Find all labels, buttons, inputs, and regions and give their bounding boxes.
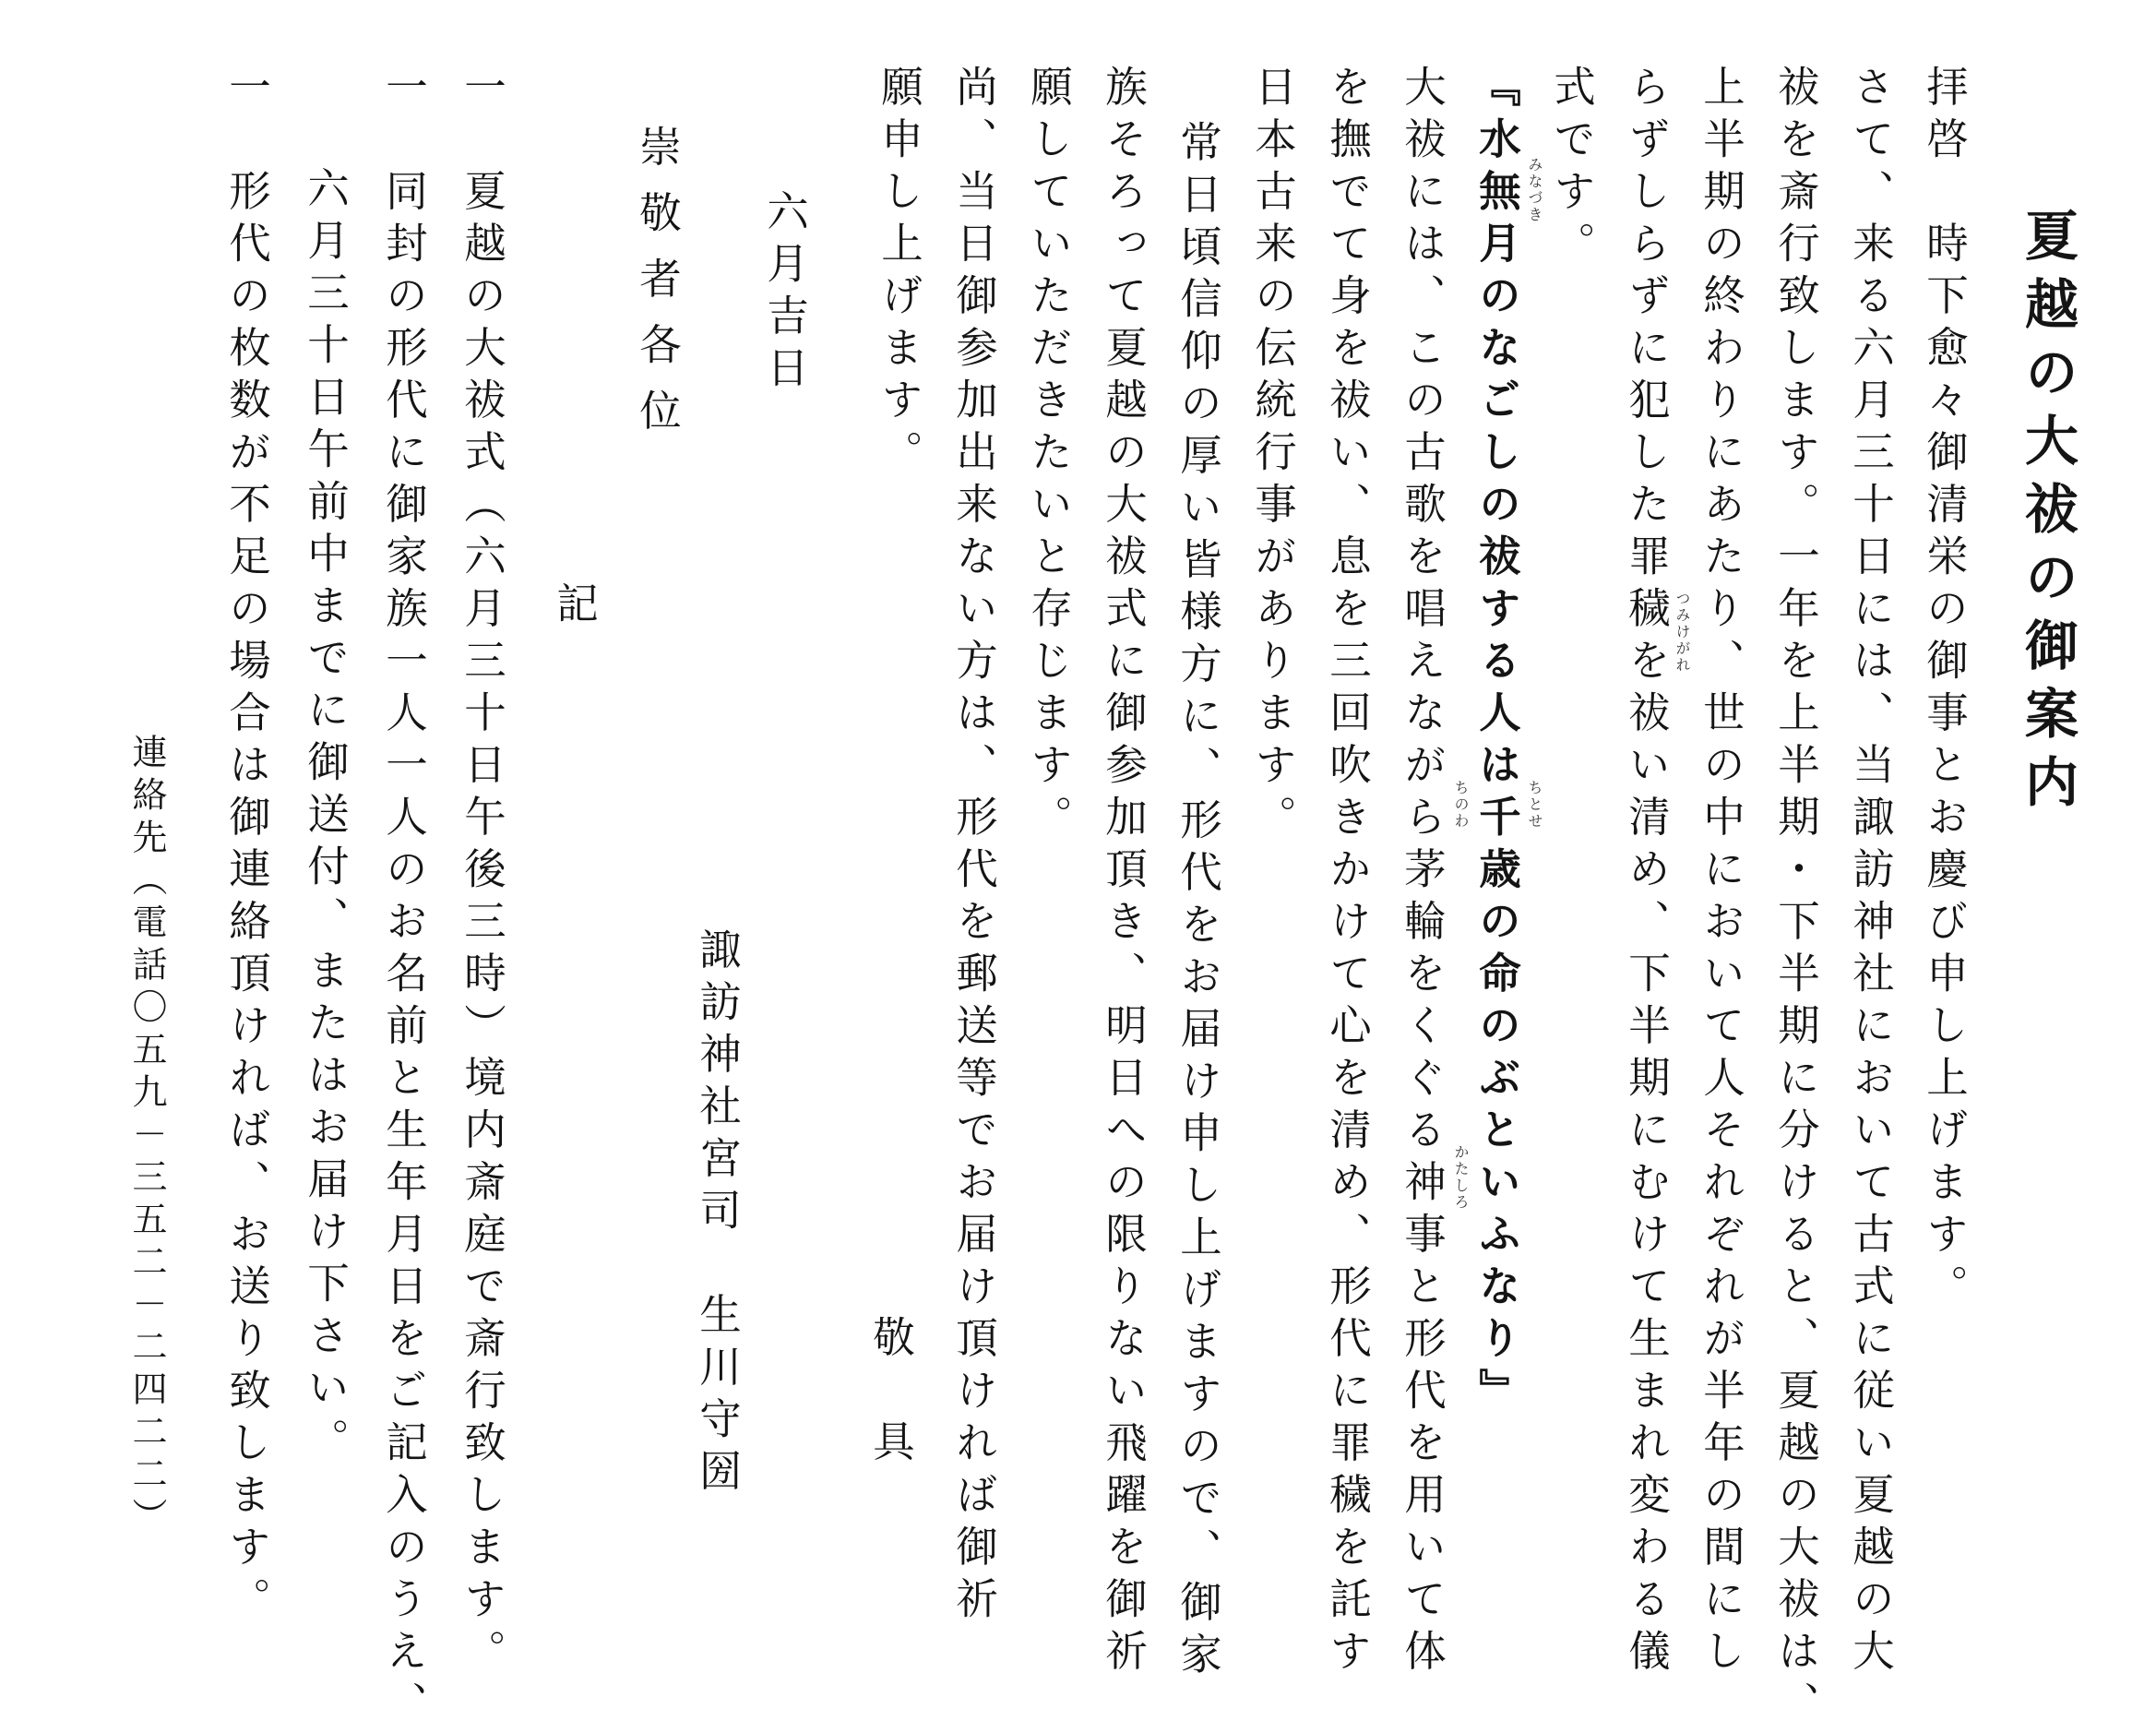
date: 六月吉日 (760, 189, 810, 398)
item-2-continued: 六月三十日午前中までに御送付、またはお届け下さい。 (301, 166, 351, 1470)
body-line-3: 祓を斎行致します。一年を上半期・下半期に分けると、夏越の大祓は、 (1771, 65, 1821, 1733)
addressee: 崇敬者各位 (633, 125, 683, 455)
body-line-13: 願していただきたいと存じます。 (1024, 65, 1074, 847)
body-line-4: 上半期の終わりにあたり、世の中において人それぞれが半年の間にし (1697, 65, 1746, 1681)
ruby-chitose: ちとせ (1526, 780, 1543, 830)
item-3: 一 形代の枚数が不足の場合は御連絡頂ければ、お送り致します。 (222, 65, 272, 1629)
body-line-1: 拝啓 時下愈々御清栄の御事とお慶び申し上げます。 (1920, 65, 1970, 1316)
document-title: 夏越の大祓の御案内 (2016, 208, 2079, 822)
body-line-15: 願申し上げます。 (875, 65, 924, 482)
ruby-minazuki: みなづき (1526, 157, 1543, 223)
body-line-9: を撫でて身を祓い、息を三回吹きかけて心を清め、形代に罪穢を託す (1323, 65, 1373, 1681)
body-line-6: 式です。 (1547, 65, 1597, 273)
ruby-chinowa: ちのわ (1452, 780, 1470, 830)
body-line-5: らずしらずに犯した罪穢を祓い清め、下半期にむけて生まれ変わる儀 (1622, 65, 1672, 1681)
body-line-2: さて、来る六月三十日には、当諏訪神社において古式に従い夏越の大 (1846, 65, 1896, 1681)
closing-keigu: 敬 具 (866, 1315, 916, 1472)
body-line-11: 常日頃信仰の厚い皆様方に、形代をお届け申し上げますので、御家 (1173, 120, 1223, 1684)
waka-poem-line: 『水無月のなごしの祓する人は千歳の命のぶといふなり』 (1472, 65, 1522, 1420)
body-line-8: 大祓には、この古歌を唱えながら茅輪をくぐる神事と形代を用いて体 (1398, 65, 1447, 1681)
body-line-14: 尚、当日御参加出来ない方は、形代を郵送等でお届け頂ければ御祈 (949, 65, 999, 1629)
signature: 諏訪神社宮司 生川守圀 (693, 927, 743, 1501)
ruby-katashiro: かたしろ (1452, 1144, 1470, 1211)
ruby-tsumikegare: つみけがれ (1674, 591, 1691, 674)
body-line-12: 族そろって夏越の大祓式に御参加頂き、明日への限りない飛躍を御祈 (1099, 65, 1149, 1681)
item-2: 一 同封の形代に御家族一人一人のお名前と生年月日をご記入のうえ、 (379, 65, 429, 1733)
item-1: 一 夏越の大祓式（六月三十日午後三時）境内斎庭で斎行致します。 (458, 65, 507, 1681)
ki-heading: 記 (550, 581, 600, 634)
body-line-10: 日本古来の伝統行事があります。 (1248, 65, 1298, 847)
contact-info: 連絡先（電話〇五九－三五二－二四二二） (126, 734, 167, 1540)
